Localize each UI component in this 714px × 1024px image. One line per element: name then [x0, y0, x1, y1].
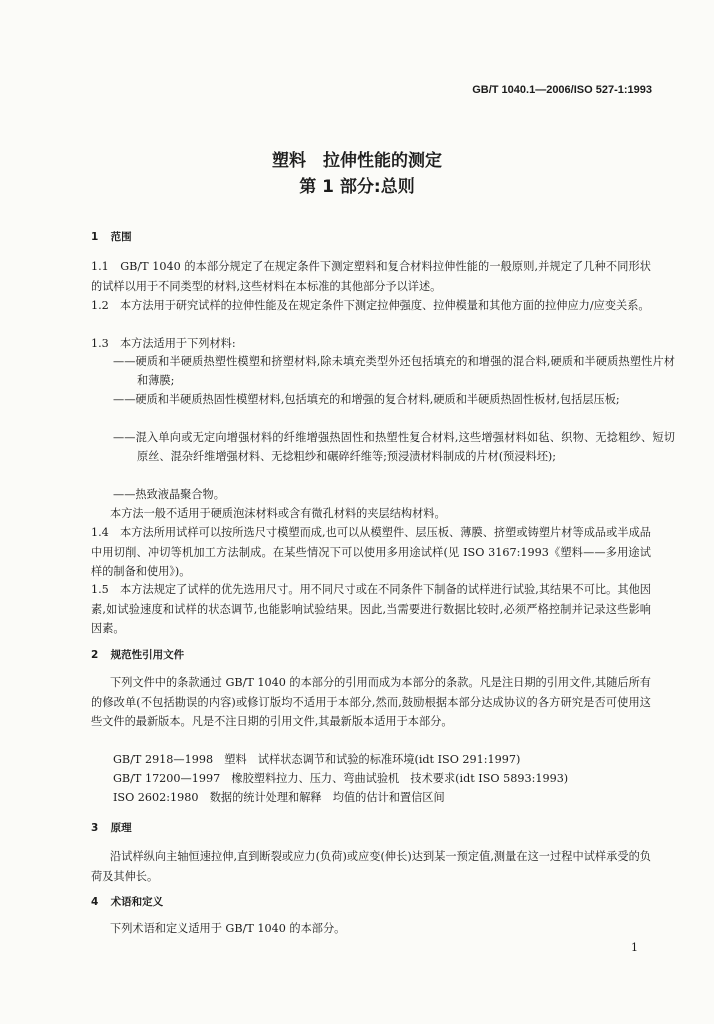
section-title: 范围	[110, 231, 132, 243]
section-number: 1	[91, 231, 99, 243]
section-title: 规范性引用文件	[110, 649, 185, 661]
reference-item: GB/T 17200—1997 橡胶塑料拉力、压力、弯曲试验机 技术要求(idt ISO 5893:1993)	[113, 772, 569, 785]
list-item: ——热致液晶聚合物。	[113, 488, 225, 501]
list-item: ——混入单向或无定向增强材料的纤维增强热固性和热塑性复合材料,这些增强材料如毡、织物、无捻粗纱、短切原丝、混杂纤维增强材料、无捻粗纱和碾碎纤维等;预浸渍材料制成的片材(预浸料坯);	[113, 431, 675, 463]
paragraph-1-3: 1.3 本方法适用于下列材料:	[91, 337, 236, 350]
paragraph-1-1: 1.1 GB/T 1040 的本部分规定了在规定条件下测定塑料和复合材料拉伸性能的一般原则,并规定了几种不同形状的试样以用于不同类型的材料,这些材料在本标准的其他部分予以详述。	[91, 260, 651, 293]
document-subtitle: 第 1 部分:总则	[299, 177, 415, 197]
section-number: 4	[91, 896, 99, 908]
section-title: 术语和定义	[110, 896, 164, 908]
paragraph-4: 下列术语和定义适用于 GB/T 1040 的本部分。	[110, 922, 346, 935]
section-heading-3	[91, 820, 132, 835]
paragraph-1-4: 1.4 本方法所用试样可以按所选尺寸模塑而成,也可以从模塑件、层压板、薄膜、挤塑或铸塑片材等成品或半成品中用切削、冲切等机加工方法制成。在某些情况下可以使用多用途试样(见 ISO 3167:1993《塑料——多用途试样的制备和使用》)。	[91, 526, 651, 578]
page-number: 1	[631, 941, 638, 954]
paragraph-note: 本方法一般不适用于硬质泡沫材料或含有微孔材料的夹层结构材料。	[110, 507, 446, 520]
document-title: 塑料 拉伸性能的测定	[272, 151, 442, 171]
paragraph-1-2: 1.2 本方法用于研究试样的拉伸性能及在规定条件下测定拉伸强度、拉伸模量和其他方面的拉伸应力/应变关系。	[91, 299, 650, 312]
section-number: 2	[91, 649, 99, 661]
section-title: 原理	[110, 822, 132, 834]
list-item: ——硬质和半硬质热固性模塑材料,包括填充的和增强的复合材料,硬质和半硬质热固性板材,包括层压板;	[113, 393, 620, 406]
list-item: ——硬质和半硬质热塑性模塑和挤塑材料,除未填充类型外还包括填充的和增强的混合料,硬质和半硬质热塑性片材和薄膜;	[113, 355, 675, 387]
title-block	[0, 148, 714, 200]
paragraph-2: 下列文件中的条款通过 GB/T 1040 的本部分的引用而成为本部分的条款。凡是注日期的引用文件,其随后所有的修改单(不包括勘误的内容)或修订版均不适用于本部分,然而,鼓励根据本部分达成协议的各方研究是否可使用这些文件的最新版本。凡是不注日期的引用文件,其最新版本适用于本部分。	[91, 676, 651, 728]
section-heading-2	[91, 647, 184, 662]
section-number: 3	[91, 822, 99, 834]
reference-item: ISO 2602:1980 数据的统计处理和解释 均值的估计和置信区间	[113, 791, 445, 804]
paragraph-1-5: 1.5 本方法规定了试样的优先选用尺寸。用不同尺寸或在不同条件下制备的试样进行试验,其结果不可比。其他因素,如试验速度和试样的状态调节,也能影响试验结果。因此,当需要进行数据比较时,必须严格控制并记录这些影响因素。	[91, 583, 651, 635]
section-heading-1	[91, 229, 132, 244]
paragraph-3: 沿试样纵向主轴恒速拉伸,直到断裂或应力(负荷)或应变(伸长)达到某一预定值,测量在这一过程中试样承受的负荷及其伸长。	[91, 850, 651, 883]
standard-code: GB/T 1040.1—2006/ISO 527-1:1993	[472, 84, 652, 96]
reference-item: GB/T 2918—1998 塑料 试样状态调节和试验的标准环境(idt ISO 291:1997)	[113, 753, 521, 766]
section-heading-4	[91, 894, 163, 909]
